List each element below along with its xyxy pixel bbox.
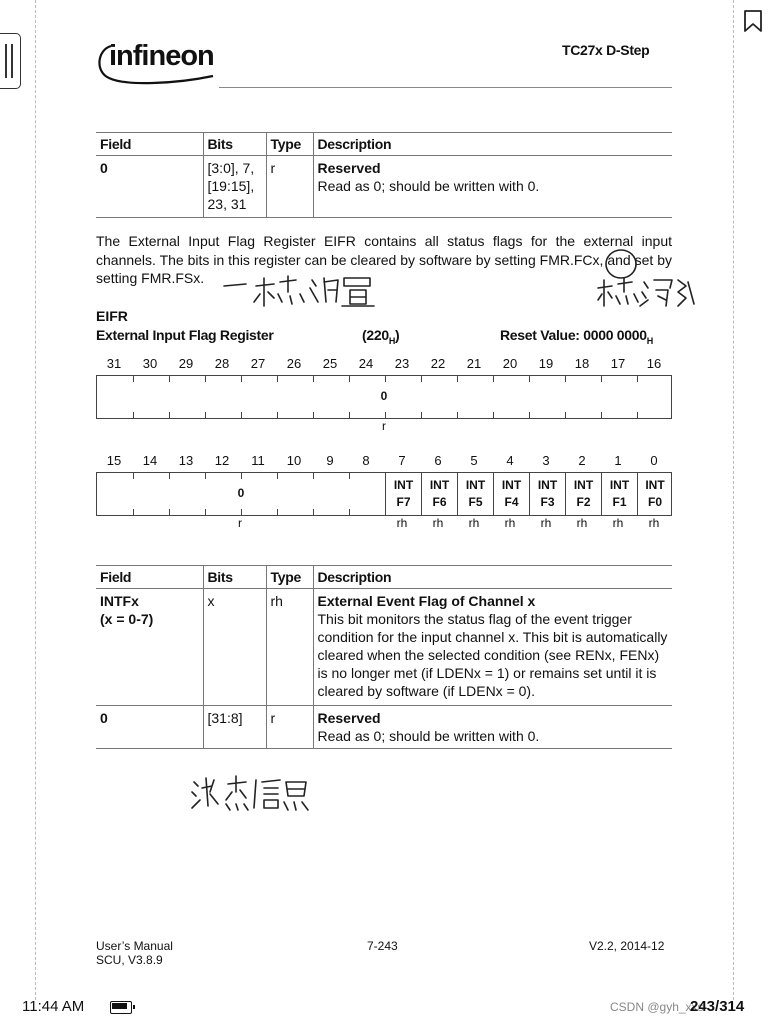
bit-number: 6 — [434, 453, 442, 468]
field-cell — [96, 589, 203, 706]
bit-number: 7 — [398, 453, 406, 468]
intf3-access: rh — [540, 516, 552, 530]
bit-number: 22 — [430, 356, 446, 371]
reserved-fields-table — [96, 132, 672, 218]
bit-tick — [349, 412, 350, 418]
bit-tick — [565, 376, 566, 382]
intf0-field — [637, 473, 672, 515]
upper-field-label: 0 — [380, 389, 388, 403]
reset-value-text: Reset Value: 0000 0000 — [500, 327, 647, 343]
bit-tick — [313, 376, 314, 382]
field-top: INT — [645, 478, 665, 492]
bit-tick — [277, 473, 278, 479]
field-bottom: F6 — [432, 495, 447, 509]
col-header-bits: Bits — [203, 566, 266, 589]
bits-cell: [3:0], 7, [19:15], 23, 31 — [203, 156, 266, 218]
bit-tick — [169, 412, 170, 418]
bit-number: 4 — [506, 453, 514, 468]
bit-tick — [169, 473, 170, 479]
bit-tick — [529, 412, 530, 418]
field-bottom: F7 — [396, 495, 411, 509]
bit-tick — [241, 376, 242, 382]
handwritten-note-clear-flag — [596, 276, 696, 310]
bit-tick — [601, 376, 602, 382]
handwritten-circle-mark — [603, 245, 639, 281]
intf1-field — [601, 473, 637, 515]
intf7-field — [385, 473, 421, 515]
bit-tick — [133, 473, 134, 479]
left-margin-guide — [35, 0, 36, 1000]
status-time: 11:44 AM — [22, 998, 85, 1015]
bit-tick — [565, 412, 566, 418]
bit-number: 14 — [142, 453, 158, 468]
page-indicator[interactable]: 243/314 — [690, 998, 745, 1015]
side-menu-handle[interactable] — [0, 33, 21, 89]
bit-tick — [205, 509, 206, 515]
bit-tick — [205, 376, 206, 382]
bit-tick — [169, 509, 170, 515]
intf6-field — [421, 473, 457, 515]
register-upper-half — [96, 375, 672, 419]
bit-number: 9 — [326, 453, 334, 468]
bit-tick — [313, 412, 314, 418]
intf5-access: rh — [468, 516, 480, 530]
intf7-access: rh — [396, 516, 408, 530]
register-title-row — [96, 327, 672, 347]
field-bottom: F4 — [504, 495, 519, 509]
bit-tick — [205, 412, 206, 418]
header-rule — [219, 87, 672, 88]
bit-number: 0 — [650, 453, 658, 468]
description-body: Read as 0; should be written with 0. — [317, 728, 540, 744]
bit-number: 25 — [322, 356, 338, 371]
bit-number: 3 — [542, 453, 550, 468]
field-bottom: F2 — [576, 495, 591, 509]
reset-value-subscript: H — [646, 335, 653, 346]
upper-access-label: r — [382, 419, 386, 433]
field-bottom: F3 — [540, 495, 555, 509]
bit-tick — [277, 412, 278, 418]
bit-number: 16 — [646, 356, 662, 371]
bits-cell: x — [203, 589, 266, 706]
bit-tick — [205, 473, 206, 479]
type-cell: r — [266, 706, 313, 749]
col-header-field: Field — [96, 133, 203, 156]
col-header-bits: Bits — [203, 133, 266, 156]
description-cell — [313, 706, 672, 749]
field-bottom: F0 — [647, 495, 662, 509]
col-header-type: Type — [266, 566, 313, 589]
field-top: INT — [501, 478, 522, 492]
intf4-field — [493, 473, 529, 515]
bit-tick — [349, 473, 350, 479]
table-row — [96, 706, 672, 749]
bit-number: 24 — [358, 356, 374, 371]
field-cell: 0 — [96, 156, 203, 218]
bit-tick — [637, 376, 638, 382]
bit-tick — [241, 412, 242, 418]
bit-tick — [277, 509, 278, 515]
bit-tick — [169, 376, 170, 382]
logo-wordmark: infineon — [109, 40, 214, 72]
field-top: INT — [609, 478, 630, 492]
bits-cell: [31:8] — [203, 706, 266, 749]
bit-tick — [313, 473, 314, 479]
description-body: Read as 0; should be written with 0. — [317, 178, 540, 194]
bit-number: 17 — [610, 356, 626, 371]
field-cell: 0 — [96, 706, 203, 749]
bit-number: 23 — [394, 356, 410, 371]
document-title: TC27x D-Step — [562, 42, 650, 58]
col-header-description: Description — [313, 566, 672, 589]
description-title: Reserved — [317, 160, 381, 176]
handwritten-note-set-flag — [220, 272, 380, 310]
bit-number: 19 — [538, 356, 554, 371]
bit-number: 20 — [502, 356, 518, 371]
handwritten-note-status-info — [188, 774, 318, 814]
description-cell — [313, 156, 672, 218]
bit-tick — [493, 412, 494, 418]
bit-number: 5 — [470, 453, 478, 468]
bit-number: 26 — [286, 356, 302, 371]
footer-left — [96, 939, 173, 967]
right-margin-guide — [733, 0, 734, 1000]
offset-subscript: H — [388, 335, 396, 346]
register-description: The External Input Flag Register EIFR contains all status flags for the external input channels. The bits in this register can be cleared by software by setting FMR.FCx, and set by setting FMR.FSx. — [96, 233, 672, 286]
bit-tick — [385, 376, 386, 382]
lower-bit-numbers — [96, 453, 672, 471]
bit-tick — [241, 509, 242, 515]
field-top: INT — [573, 478, 594, 492]
register-lower-half — [96, 472, 672, 516]
register-short-name: EIFR — [96, 308, 128, 324]
bit-tick — [385, 412, 386, 418]
bit-tick — [277, 376, 278, 382]
offset-value: (220 — [362, 327, 389, 343]
footer-page-number: 7-243 — [367, 939, 398, 953]
battery-icon — [110, 1001, 132, 1014]
bit-number: 28 — [214, 356, 230, 371]
table-row — [96, 589, 672, 706]
field-top: INT — [465, 478, 486, 492]
bit-tick — [349, 509, 350, 515]
bit-tick — [457, 376, 458, 382]
bit-number: 15 — [106, 453, 122, 468]
intf6-access: rh — [432, 516, 444, 530]
bookmark-icon[interactable] — [742, 9, 764, 33]
bit-tick — [637, 412, 638, 418]
bit-number: 12 — [214, 453, 230, 468]
intf1-access: rh — [612, 516, 624, 530]
description-body: This bit monitors the status flag of the event trigger condition for the input channel x. This bit is automatically cleared when the selected condition (see RENx, FENx) is no longer met (if LDENx = 1) or remains set until it is cleared by software (if LDENx = 0). — [317, 611, 668, 699]
register-long-name: External Input Flag Register — [96, 327, 274, 343]
field-top: INT — [429, 478, 450, 492]
bit-tick — [421, 376, 422, 382]
bit-tick — [493, 376, 494, 382]
offset-close: ) — [395, 327, 400, 343]
field-top: INT — [537, 478, 558, 492]
bit-tick — [349, 376, 350, 382]
field-bottom: F5 — [468, 495, 483, 509]
footer-version: SCU, V3.8.9 — [96, 953, 163, 967]
intf3-field — [529, 473, 565, 515]
field-name: INTFx — [100, 593, 139, 609]
field-range: (x = 0-7) — [100, 611, 154, 627]
bit-number: 8 — [362, 453, 370, 468]
type-cell: r — [266, 156, 313, 218]
col-header-field: Field — [96, 566, 203, 589]
intf2-access: rh — [576, 516, 588, 530]
bit-tick — [313, 509, 314, 515]
col-header-description: Description — [313, 133, 672, 156]
bit-tick — [601, 412, 602, 418]
intf0-access: rh — [648, 516, 660, 530]
intf4-access: rh — [504, 516, 516, 530]
bit-number: 21 — [466, 356, 482, 371]
field-top: INT — [393, 478, 414, 492]
bit-tick — [421, 412, 422, 418]
bit-number: 11 — [251, 453, 265, 468]
bit-tick — [529, 376, 530, 382]
upper-bit-numbers — [96, 356, 672, 374]
description-title: Reserved — [317, 710, 381, 726]
type-cell: rh — [266, 589, 313, 706]
field-description-table — [96, 565, 672, 749]
footer-manual: User’s Manual — [96, 939, 173, 953]
bit-tick — [133, 376, 134, 382]
reset-value — [500, 327, 653, 346]
bit-number: 18 — [574, 356, 590, 371]
bit-number: 31 — [106, 356, 122, 371]
bit-tick — [457, 412, 458, 418]
bit-number: 29 — [178, 356, 194, 371]
register-offset — [362, 327, 399, 346]
description-title: External Event Flag of Channel x — [317, 593, 536, 609]
bit-number: 1 — [614, 453, 622, 468]
field-bottom: F1 — [612, 495, 627, 509]
lower-reserved-access: r — [238, 516, 242, 530]
table-row — [96, 156, 672, 218]
bit-number: 2 — [578, 453, 586, 468]
lower-reserved-label: 0 — [237, 486, 245, 500]
bit-number: 30 — [142, 356, 158, 371]
infineon-logo — [95, 36, 221, 86]
col-header-type: Type — [266, 133, 313, 156]
bit-number: 13 — [178, 453, 194, 468]
footer-revision: V2.2, 2014-12 — [589, 939, 665, 953]
bit-tick — [133, 412, 134, 418]
bit-tick — [241, 473, 242, 479]
intf5-field — [457, 473, 493, 515]
description-cell — [313, 589, 672, 706]
bit-number: 10 — [286, 453, 302, 468]
watermark: CSDN @gyh_xxs — [610, 1000, 704, 1014]
bit-tick — [133, 509, 134, 515]
bit-number: 27 — [250, 356, 266, 371]
intf2-field — [565, 473, 601, 515]
